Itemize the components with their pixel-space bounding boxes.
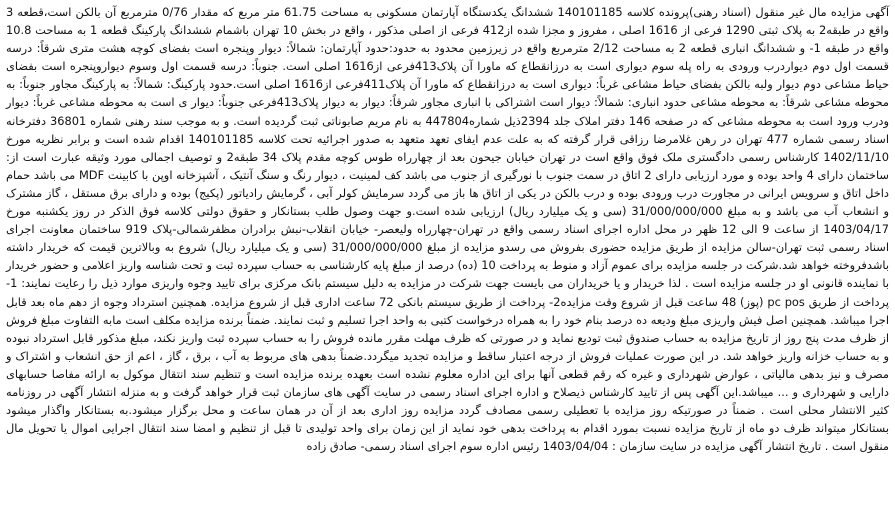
notice-body-text: آگهی مزایده مال غیر منقول (اسناد رهنی)پرونده کلاسه 140101185 ششدانگ یکدستگاه آپارتمان مسکونی به مساحت 61.75 متر مربع که مقدار 0/76 مترمربع آن بالکن است،قطعه 3 واقع در طبقه2 به پلاک ثبتی 1290 فرعی از 1616 اصلی ، مفروز و مجزا شده از412 فرعی از اصلی مذکور ، واقع در بخش 10 تهران باشمام ششدانگ پارکینگ قطعه 1 به مساحت 10.8 واقع در طبقه 1- و ششدانگ انباری قطعه 2 به مساحت 2/12 مترمربع واقع در زیرزمین محدود به حدود:حدود آپارتمان: شمالاً: دیوار وپنجره است بفضای کوچه هشت متری شرقاً: درسه قسمت اول دوم دیواردرب ورودی به راه پله سوم دیواری است به درزانقطاع که ماورا آن پلاک413فرعی از1616 اصلی است. جنوباً: درسه قسمت اول وسوم دیواروپنجره است بفضای حیاط مشاعی دوم دیوار ولبه بالکن بفضای حیاط مشاعی غرباً: دیواری است به درزانقطاع که ماورا آن پلاک411فرعی از1616 اصلی است.حدود پارکینگ: شمالاً: به پارکینگ مجاور جنوباً: به محوطه مشاعی شرقاً: به محوطه مشاعی حدود انباری: شمالاً: دیوار است اشتراکی با انباری مجاور شرقاً: دیوار به دیوار پلاک413فرعی جنوباً: دیوار ی است به محوطه مشاعی غرباً: دیوار ودرب ورود است به محوطه مشاعی که در صفحه 146 دفتر املاک جلد 2394ذیل شماره447804 به نام مریم صابوناتی ثبت گردیده است. و به موجب سند رهنی شماره 36801 دفترخانه اسناد رسمی شماره 477 تهران در رهن غلامرضا رزاقی قرار گرفته که به علت عدم ایفای تعهد متعهد به صدور اجرائیه تحت کلاسه 140101185 اقدام شده است و برابر نظریه مورخ 1402/11/10 کارشناس رسمی دادگستری ملک فوق واقع است در تهران خیابان جیحون بعد از چهارراه طوس کوچه مقدم پلاک 34 طبقه2 و توصیف اجمالی مورد وثیقه عبارت است از: ساختمان دارای 4 واحد بوده و مورد ارزیابی دارای 2 اتاق در سمت جنوب با نورگیری از جنوب می باشد کف لمینیت ، دیوار رنگ و سنگ آنتیک ، آشپزخانه اوپن با کابینت MDF می باشد حمام داخل اتاق و سرویس ایرانی در مجاورت درب ورودی بوده و درب بالکن در یکی از اتاق ها باز می گردد سرمایش کولر آبی ، گرمایش رادیاتور (پکیج) بوده و دارای برق مستقل ، گاز مشترک و انشعاب آب می باشد و به مبلغ 31/000/000/000 (سی و یک میلیارد ریال) ارزیابی شده است.و جهت وصول طلب بستانکار و حقوق دولتی کلاسه فوق الذکر در روز یکشنبه مورخ 1403/04/17 از ساعت 9 الی 12 ظهر در محل اداره اجرای اسناد رسمی واقع در تهران-چهارراه ولیعصر- خیابان انقلاب-نبش برادران مظفرشمالی-پلاک 919 ساختمان معاونت اجرای اسناد رسمی ثبت تهران-سالن مزایده از طریق مزایده حضوری بفروش می رسدو مزایده از مبلغ 31/000/000/000 (سی و یک میلیارد ریال) شروع به وبالاترین قیمت که خریدار داشته باشدفروخته خواهد شد.شرکت در جلسه مزایده برای عموم آزاد و منوط به پرداخت 10 (ده) درصد از مبلغ پایه کارشناسی به حساب سپرده ثبت و تحت شناسه واریز اعلامی و حضور خریدار با نماینده قانونی او در جلسه مزایده است . لذا خریدار و یا خریداران می بایست جهت شرکت در مزایده به دلیل سیستم بانک مرکزی برای تایید وجوه واریزی موارد ذیل را رعایت نمایند: 1- پرداخت از طریق pc pos (پوز) 48 ساعت قبل از شروع وقت مزایده2- پرداخت از طریق سیستم بانکی 72 ساعت اداری قبل از شروع مزایده. همچنین استرداد وجوه از دهم ماه بعد قابل اجرا میباشد. همچنین اصل فیش واریزی مبلغ ودیعه ده درصد بنام خود را به همراه درخواست کتبی به واحد اجرا تسلیم و ثبت نمایند. ضمناً برنده مزایده مکلف است مابه التفاوت مبلغ فروش از ظرف مدت پنج روز از تاریخ مزایده به حساب صندوق ثبت تودیع نماید و در صورتی که ظرف مهلت مقرر مانده فروش را به حساب سپرده ثبت واریز نکند، مبلغ مذکور قابل استرداد نبوده و به حساب خزانه واریز خواهد شد. در این صورت عملیات فروش از درجه اعتبار ساقط و مزایده تجدید میگردد.ضمناً بدهی های مربوط به آب ، برق ، گاز ، اعم از حق انشعاب و اشتراک و مصرف و نیز بدهی مالیاتی ، عوارض شهرداری و غیره که رقم قطعی آنها برای این اداره معلوم نشده است بعهده برنده مزایده است و تنظیم سند انتقال موکول به ارائه مفاصا حسابهای دارایی و شهرداری و ... میباشد.این آگهی پس از تایید کارشناس ذیصلاح و اداره اجرای اسناد رسمی در سایت آگهی های سازمان ثبت قرار خواهد گرفت و به منزله انتشار آگهی در روزنامه کثیر الانتشار محلی است . ضمناً در صورتیکه روز مزایده با تعطیلی رسمی مصادف گردد مزایده روز اداری بعد از آن در همان ساعت و محل برگزار میشود.به بستانکار واگذار میشود بستانکار میتواند ظرف دو ماه از تاریخ مزایده نسبت بمورد اقدام به پرداخت بدهی خود نماید از این زمان برای واحد تولیدی تا قبل از تنظیم و امضا سند انتقال اجرایی اموال یا تحویل مال منقول است . تاریخ انتشار آگهی مزایده در سایت سازمان : 1403/04/04 رئیس اداره سوم اجرای اسناد رسمی- صادق زاده (6, 5, 890, 454)
